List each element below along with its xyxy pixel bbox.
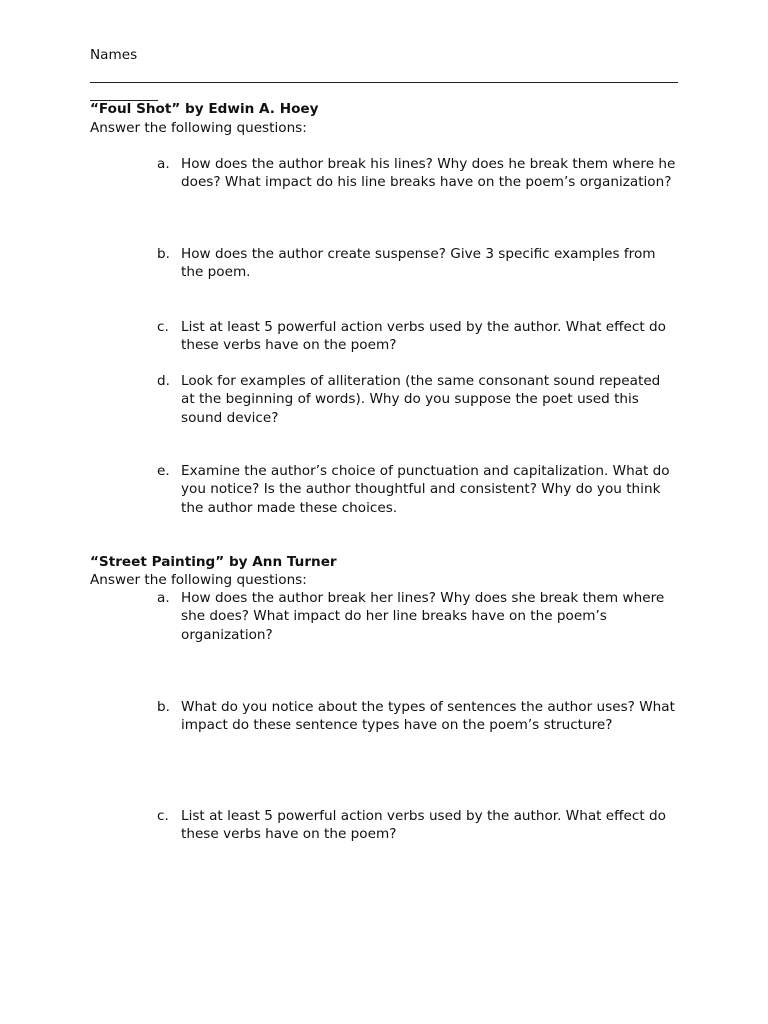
question-text: List at least 5 powerful action verbs used by the author. What effect do these verbs have on the poem? xyxy=(181,319,666,354)
question-item xyxy=(157,245,677,282)
question-text: Examine the author’s choice of punctuation and capitalization. What do you notice? Is the author thoughtful and consistent? Why do you think the author made these choices. xyxy=(181,463,670,516)
names-line[interactable] xyxy=(90,82,678,83)
question-item xyxy=(157,372,677,427)
question-item xyxy=(157,807,677,844)
question-letter: d. xyxy=(157,373,170,389)
question-item xyxy=(157,318,677,355)
question-item xyxy=(157,155,677,192)
question-letter: a. xyxy=(157,590,170,606)
poem-title-street-painting: “Street Painting” by Ann Turner xyxy=(90,554,337,570)
question-letter: b. xyxy=(157,699,170,715)
question-letter: c. xyxy=(157,808,169,824)
question-letter: c. xyxy=(157,319,169,335)
question-text: Look for examples of alliteration (the same consonant sound repeated at the beginning of words). Why do you suppose the poet used this sound device? xyxy=(181,373,661,426)
question-text: How does the author break her lines? Why does she break them where she does? What impact do her line breaks have on the poem’s organization? xyxy=(181,590,665,643)
instruction: Answer the following questions: xyxy=(90,120,307,136)
question-text: How does the author break his lines? Why does he break them where he does? What impact do his line breaks have on the poem’s organization? xyxy=(181,156,676,191)
question-item xyxy=(157,698,677,735)
poem-title-foul-shot: “Foul Shot” by Edwin A. Hoey xyxy=(90,101,319,117)
instruction: Answer the following questions: xyxy=(90,572,307,588)
question-item xyxy=(157,589,677,644)
question-letter: b. xyxy=(157,246,170,262)
names-label: Names xyxy=(90,47,138,63)
question-text: List at least 5 powerful action verbs used by the author. What effect do these verbs have on the poem? xyxy=(181,808,666,843)
question-item xyxy=(157,462,677,517)
question-text: What do you notice about the types of sentences the author uses? What impact do these sentence types have on the poem’s structure? xyxy=(181,699,675,734)
question-letter: a. xyxy=(157,156,170,172)
question-letter: e. xyxy=(157,463,170,479)
question-text: How does the author create suspense? Give 3 specific examples from the poem. xyxy=(181,246,656,281)
